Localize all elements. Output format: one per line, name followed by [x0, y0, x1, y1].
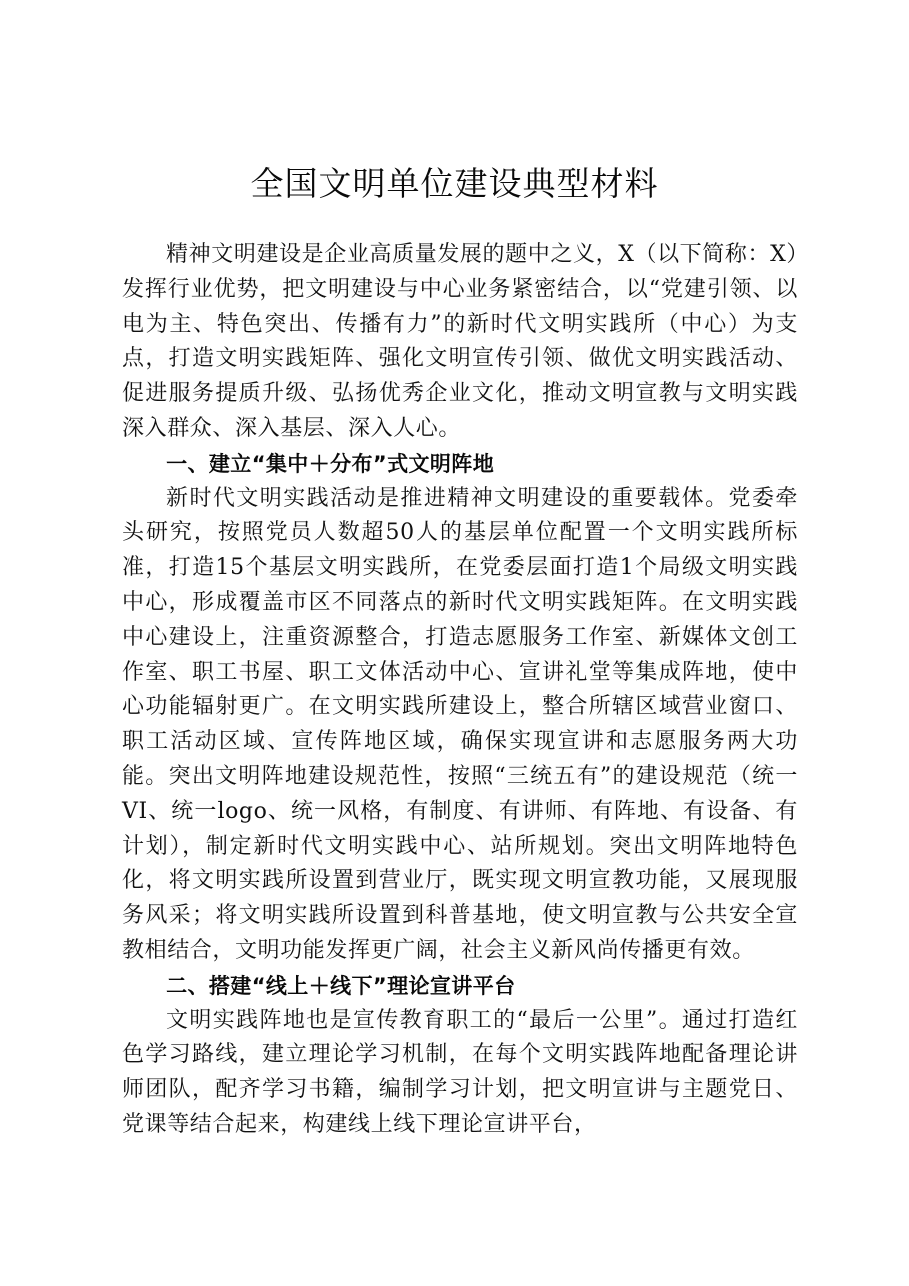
section-heading-2: 二、搭建“线上＋线下”理论宣讲平台 — [166, 973, 516, 998]
intro-paragraph: 精神文明建设是企业高质量发展的题中之义，X（以下简称：X）发挥行业优势，把文明建设与中心业务紧密结合，以“党建引领、以电为主、特色突出、传播有力”的新时代文明实践所（中心）为支点，打造文明实践矩阵、强化文明宣传引领、做优文明实践活动、促进服务提质升级、弘扬优秀企业文化，推动文明宣教与文明实践深入群众、深入基层、深入人心。 — [122, 242, 798, 441]
section-paragraph-1: 新时代文明实践活动是推进精神文明建设的重要载体。党委牵头研究，按照党员人数超50人的基层单位配置一个文明实践所标准，打造15个基层文明实践所，在党委层面打造1个局级文明实践中心，形成覆盖市区不同落点的新时代文明实践矩阵。在文明实践中心建设上，注重资源整合，打造志愿服务工作室、新媒体文创工作室、职工书屋、职工文体活动中心、宣讲礼堂等集成阵地，使中心功能辐射更广。在文明实践所建设上，整合所辖区域营业窗口、职工活动区域、宣传阵地区域，确保实现宣讲和志愿服务两大功能。突出文明阵地建设规范性，按照“三统五有”的建设规范（统一VI、统一logo、统一风格，有制度、有讲师、有阵地、有设备、有计划），制定新时代文明实践中心、站所规划。突出文明阵地特色化，将文明实践所设置到营业厅，既实现文明宣教功能，又展现服务风采；将文明实践所设置到科普基地，使文明宣教与公共安全宣教相结合，文明功能发挥更广阔，社会主义新风尚传播更有效。 — [122, 485, 798, 963]
document-body — [122, 238, 798, 1143]
section-heading-1: 一、建立“集中＋分布”式文明阵地 — [166, 451, 495, 476]
document-title: 全国文明单位建设典型材料 — [250, 164, 659, 203]
section-paragraph-2: 文明实践阵地也是宣传教育职工的“最后一公里”。通过打造红色学习路线，建立理论学习机制，在每个文明实践阵地配备理论讲师团队，配齐学习书籍，编制学习计划，把文明宣讲与主题党日、党课等结合起来，构建线上线下理论宣讲平台， — [122, 1007, 798, 1137]
